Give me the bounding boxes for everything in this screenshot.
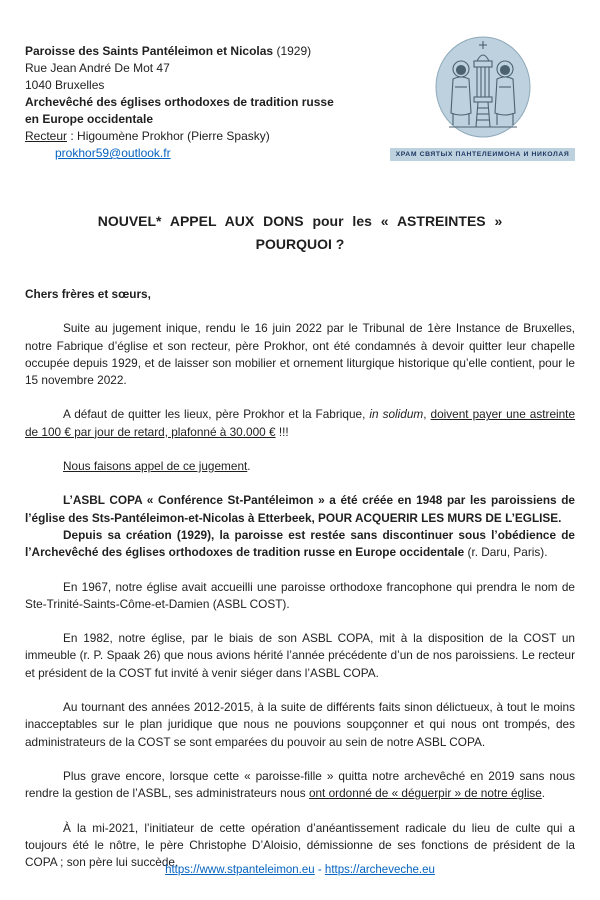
paragraph [25,699,575,751]
text-segment: . [247,459,251,474]
address-line-1: Rue Jean André De Mot 47 [25,61,170,75]
text-segment: En 1967, notre église avait accueilli une paroisse orthodoxe francophone qui prendra le nom de Ste-Trinité-Saints-Côme-et-Damien (ASBL COST). [25,579,575,611]
rector-label: Recteur [25,129,68,143]
text-segment: Au tournant des années 2012-2015, à la suite de différents faits sinon délictueux, à tout le moins inacceptables sur le plan juridique que nous ne pouvions soupçonner et qui nous ont trompés, des administrateurs de la COST se sont emparées du pouvoir au sein de notre ASBL COPA. [25,700,575,749]
letterhead-text [25,43,334,162]
text-segment: Chers frères et sœurs, [25,287,151,301]
parish-year: (1929) [273,44,312,58]
logo-caption: ХРАМ СВЯТЫХ ПАНТЕЛЕИМОНА И НИКОЛАЯ [390,148,575,161]
rector-name: : Higoumène Prokhor (Pierre Spasky) [67,129,270,143]
text-segment: . [541,786,546,801]
rector-line [25,128,334,145]
parish-name-line [25,43,334,60]
text-segment: , [423,407,431,422]
archdiocese-line-1: Archevêché des églises orthodoxes de tradition russe [25,95,334,109]
text-segment: L’ASBL COPA « Conférence St-Pantéleimon » a été créée en 1948 par les paroissiens de l’église des Sts-Pantéleimon-et-Nicolas à Etterbeek, POUR ACQUERIR LES MURS DE L’EGLISE. [25,493,575,525]
text-segment: !!! [275,424,289,439]
paragraph [25,579,575,614]
text-segment: A défaut de quitter les lieux, père Prokhor et la Fabrique, [63,407,370,422]
rector-email-line [55,145,334,162]
archdiocese-line-2: en Europe occidentale [25,112,154,126]
document-title [25,210,575,256]
footer-separator: - [314,864,325,876]
title-line-2: POURQUOI ? [255,236,345,252]
paragraph [25,458,575,475]
text-segment: En 1982, notre église, par le biais de son ASBL COPA, mit à la disposition de la COST un immeuble (r. P. Spaak 26) que nous avions hérité l’année précédente d’un de nos paroissiens. Le recteur et président de la COST fut invité à venir siéger dans l’ASBL COPA. [25,631,575,680]
paragraph [25,630,575,682]
letterhead [25,43,575,162]
document-body [25,286,575,871]
text-segment: ont ordonné de « déguerpir » de notre église [308,786,542,801]
paragraph [25,406,575,441]
text-segment: Depuis sa création (1929), la paroisse est restée sans discontinuer sous l’obédience de l’Archevêché des églises orthodoxes de tradition russe en Europe occidentale [25,527,575,560]
paragraph [25,286,575,303]
paragraph [25,768,575,803]
parish-logo [390,35,575,161]
text-segment: À la mi-2021, l’initiateur de cette opération d’anéantissement radicale du lieu de culte qui a toujours été le nôtre, le père Christophe D’Aloisio, démissionne de ses fonctions de président de la COPA ; son père lui succède. [25,820,575,870]
parish-seal-icon [433,35,533,139]
parish-name: Paroisse des Saints Pantéleimon et Nicolas [25,44,274,58]
address-line-2: 1040 Bruxelles [25,78,105,92]
title-line-1: NOUVEL* APPEL AUX DONS pour les « ASTREINTES » [97,213,503,229]
archdiocese-website-link[interactable]: https://archeveche.eu [324,864,435,876]
page-footer [0,864,600,876]
text-segment: Plus grave encore, lorsque cette « paroisse-fille » quitta notre archevêché en 2019 sans nous rendre la gestion de l’ASBL, ses administrateurs nous [25,768,575,801]
paragraph [25,320,575,389]
text-segment: Suite au jugement inique, rendu le 16 juin 2022 par le Tribunal de 1ère Instance de Bruxelles, notre Fabrique d’église et son recteur, père Prokhor, ont été condamnés à devoir quitter leur chapelle occupée depuis 1929, et de laisser son mobilier et ornement liturgique historique qu’elle contient, pour le 15 novembre 2022. [25,321,575,388]
parish-website-link[interactable]: https://www.stpanteleimon.eu [165,864,315,876]
paragraph [25,492,575,527]
text-segment: doivent payer une astreinte de 100 € par jour de retard, plafonné à 30.000 € [25,407,576,439]
rector-email-link[interactable]: prokhor59@outlook.fr [55,146,171,160]
text-segment: in solidum [369,407,424,422]
text-segment: Nous faisons appel de ce jugement [63,459,248,474]
text-segment: (r. Daru, Paris). [464,545,548,560]
paragraph [25,527,575,562]
